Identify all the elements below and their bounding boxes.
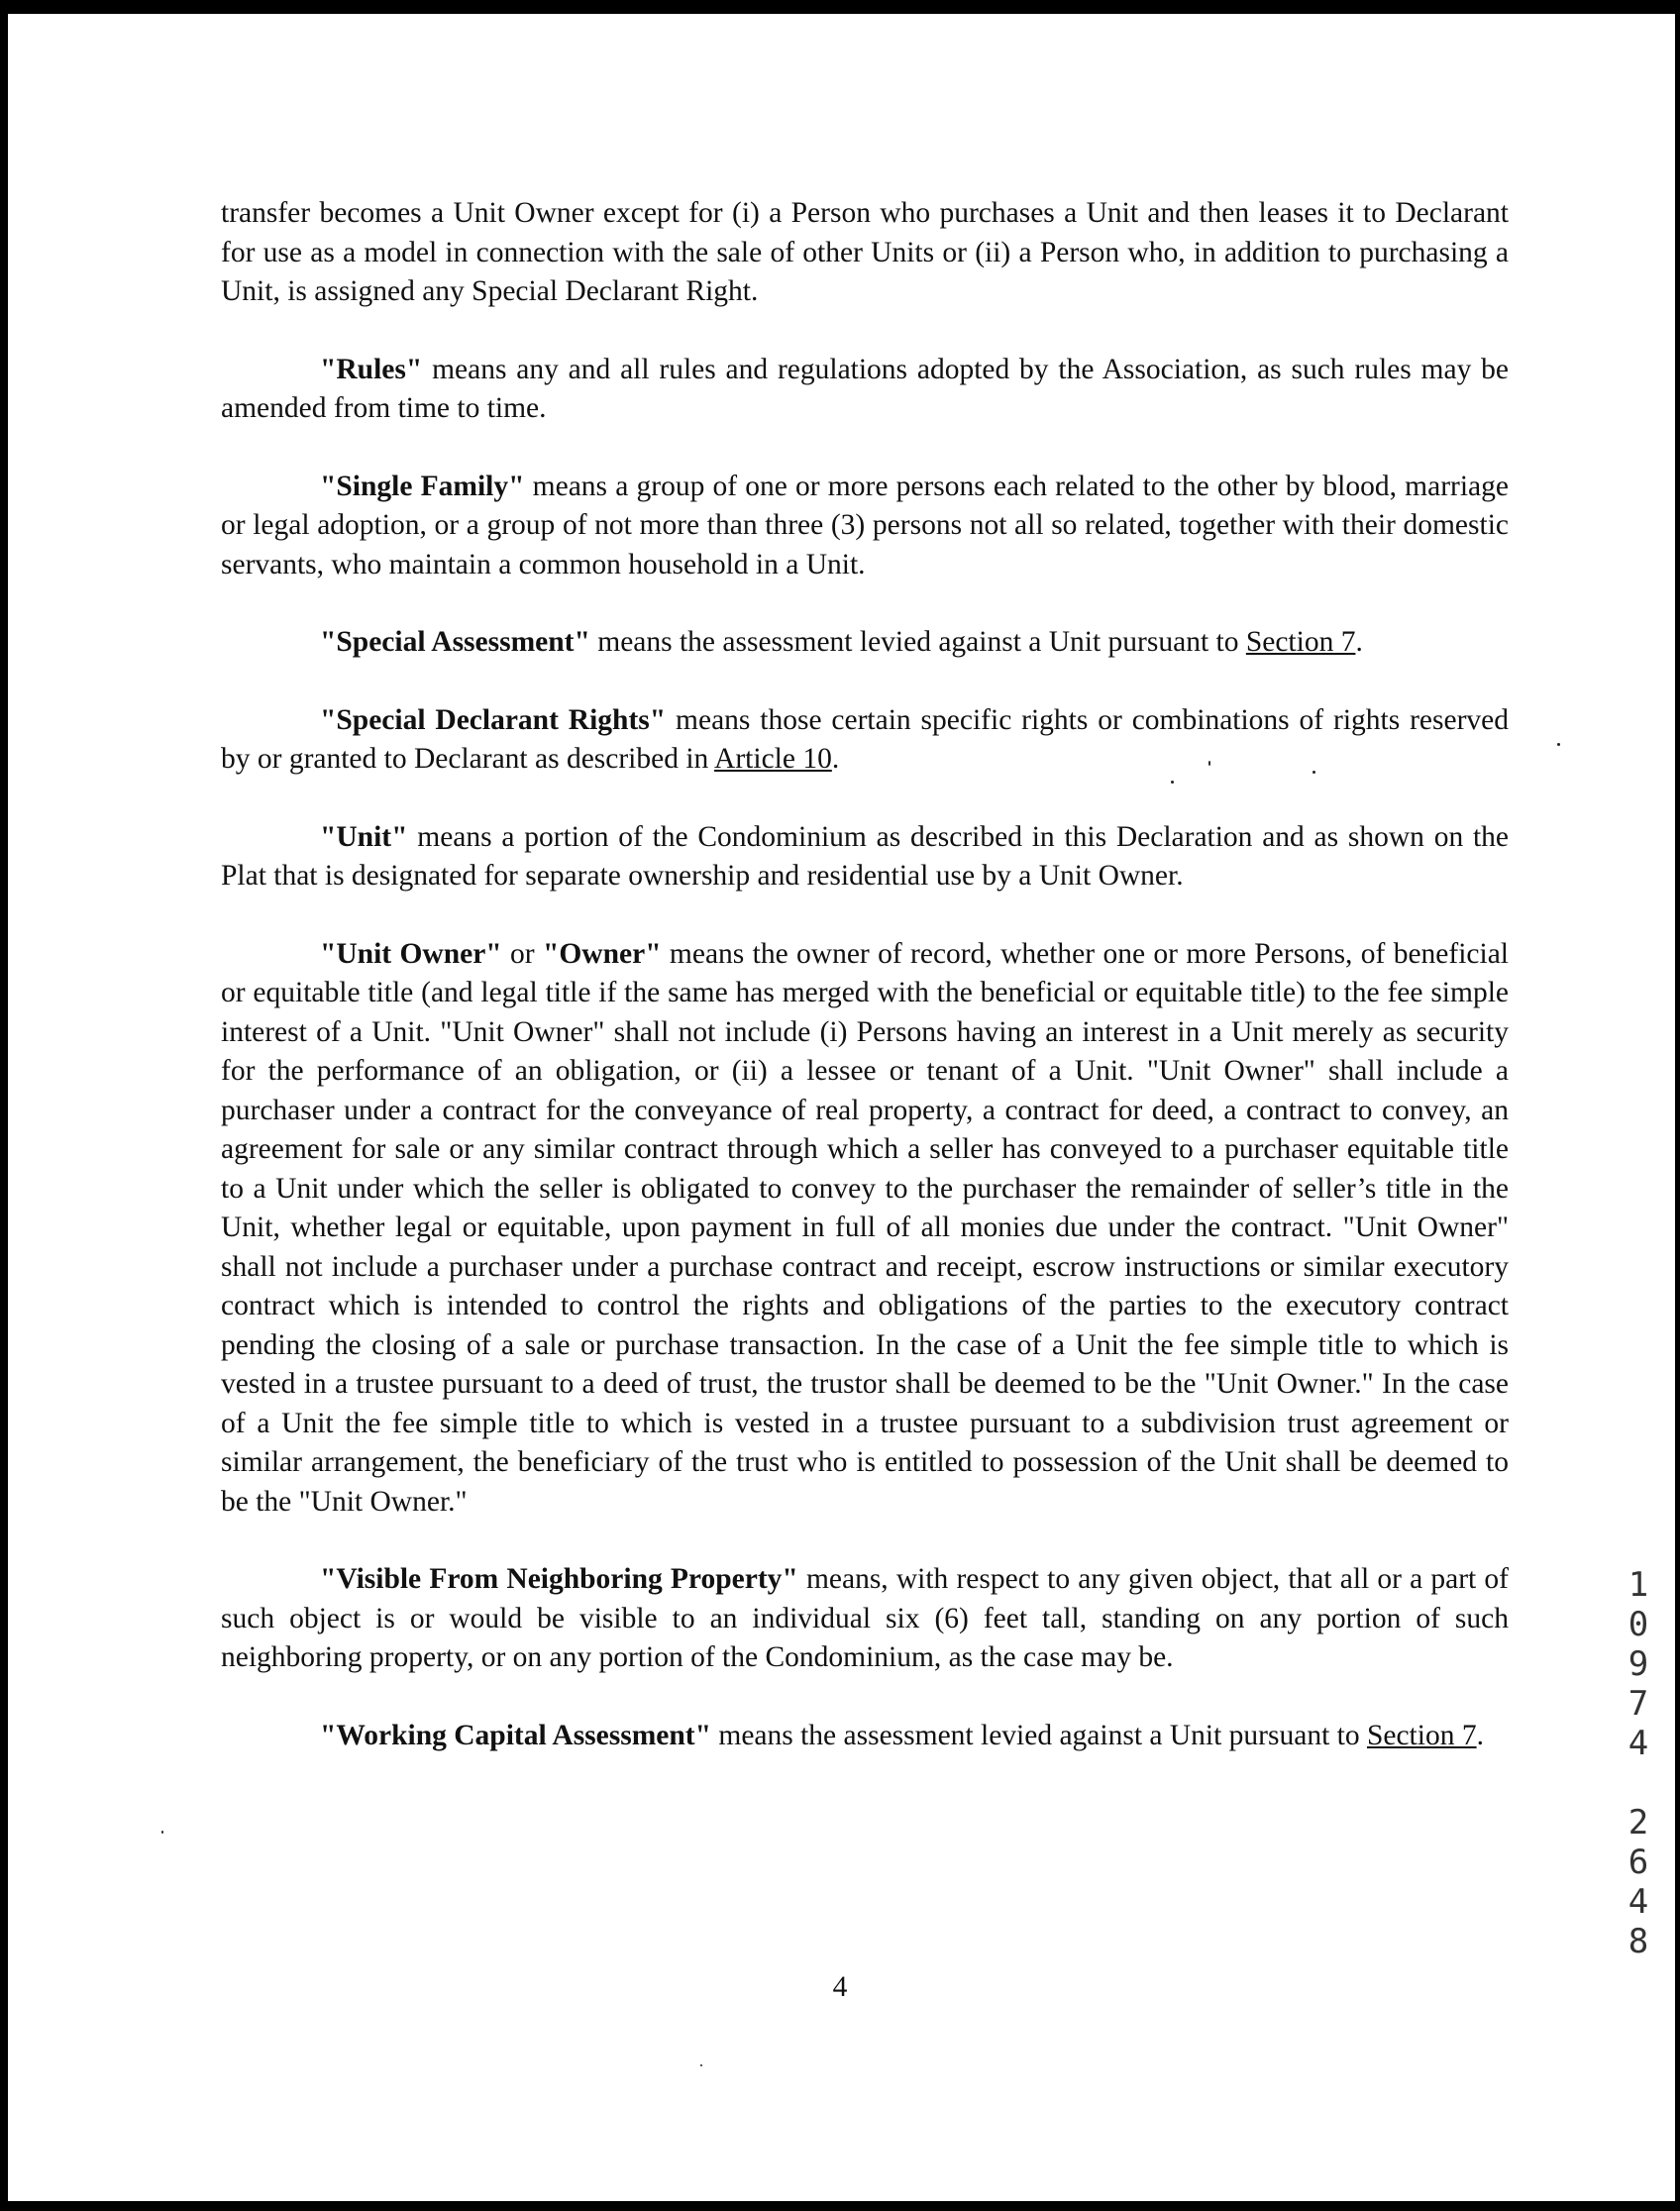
scan-speck <box>700 2064 702 2066</box>
scan-speck <box>1557 743 1560 746</box>
stamp-digit: 0 <box>1628 1605 1649 1644</box>
defined-term: "Unit" <box>320 820 408 853</box>
stamp-digit: 7 <box>1628 1684 1649 1724</box>
scan-speck <box>1312 771 1315 774</box>
definition-text: means a portion of the Condominium as described in this Declaration and as shown on the Plat that is designated for separate ownership and residential use by a Unit Owner. <box>221 820 1509 892</box>
definition-working-capital-assessment <box>221 1717 1509 1756</box>
definition-end: . <box>831 743 840 775</box>
definition-text: means any and all rules and regulations adopted by the Association, as such rules may be amended from time to time. <box>221 353 1509 424</box>
definition-text: means a group of one or more persons each related to the other by blood, marriage or legal adoption, or a group of not more than three (3) persons not all so related, together with their domestic servants, who maintain a common household in a Unit. <box>221 470 1509 580</box>
definition-text: means the owner of record, whether one or more Persons, of beneficial or equitable title (and legal title if the same has merged with the beneficial or equitable title) to the fee simple interest of a Unit. "Unit Owner" shall not include (i) Persons having an interest in a Unit merely as security for the performance of an obligation, or (ii) a lessee or tenant of a Unit. "Unit Owner" shall include a purchaser under a contract for the conveyance of real property, a contract for deed, a contract to convey, an agreement for sale or any similar contract through which a seller has conveyed to a purchaser equitable title to a Unit under which the seller is obligated to convey to the purchaser the remainder of seller’s title in the Unit, whether legal or equitable, upon payment in full of all monies due under the contract. "Unit Owner" shall not include a purchaser under a purchase contract and receipt, escrow instructions or similar executory contract which is intended to control the rights and obligations of the parties to the executory contract pending the closing of a sale or purchase transaction. In the case of a Unit the fee simple title to which is vested in a trustee pursuant to a deed of trust, the trustor shall be deemed to be the "Unit Owner." In the case of a Unit the fee simple title to which is vested in a trustee pursuant to a subdivision trust agreement or similar arrangement, the beneficiary of the trust who is entitled to possession of the Unit shall be deemed to be the "Unit Owner." <box>221 937 1509 1518</box>
defined-term: "Rules" <box>320 353 423 385</box>
scan-speck <box>161 1831 163 1834</box>
definition-end: . <box>1355 626 1363 658</box>
defined-term: "Special Assessment" <box>320 626 590 658</box>
defined-term: "Special Declarant Rights" <box>320 703 667 736</box>
stamp-gap <box>1621 1763 1656 1803</box>
definition-text: means, with respect to any given object, that all or a part of such object is or would be visible to an individual six (6) feet tall, standing on any portion of such neighboring property, or on any portion of the Condominium, as the case may be. <box>221 1563 1509 1673</box>
term-joiner: or <box>501 937 543 970</box>
stamp-digit: 4 <box>1628 1724 1649 1763</box>
paragraph-text: transfer becomes a Unit Owner except for (i) a Person who purchases a Unit and then leases it to Declarant for use as a model in connection with the sale of other Units or (ii) a Person who, in addition to purchasing a Unit, is assigned any Special Declarant Right. <box>221 197 1509 307</box>
page-number: 4 <box>832 1971 848 2003</box>
scan-border-bottom <box>0 2201 1680 2211</box>
defined-term: "Working Capital Assessment" <box>320 1719 711 1751</box>
scan-border-top <box>0 0 1680 14</box>
scan-speck <box>1208 761 1210 766</box>
stamp-digit: 2 <box>1628 1803 1649 1842</box>
defined-term: "Single Family" <box>320 470 525 502</box>
definition-special-assessment <box>221 623 1509 663</box>
recording-number-stamp <box>1621 1565 1656 1961</box>
section-reference: Section 7 <box>1245 626 1356 658</box>
document-body <box>221 194 1509 1794</box>
section-reference: Section 7 <box>1366 1719 1477 1751</box>
stamp-digit: 6 <box>1628 1842 1649 1882</box>
defined-term: "Visible From Neighboring Property" <box>320 1563 798 1595</box>
definition-visible-from-neighboring-property <box>221 1560 1509 1678</box>
definition-unit <box>221 818 1509 896</box>
scan-border-right <box>1675 0 1680 2211</box>
defined-term: "Unit Owner" <box>320 937 502 970</box>
definition-end: . <box>1476 1719 1484 1751</box>
scan-speck <box>1171 781 1174 784</box>
article-reference: Article 10 <box>714 743 832 775</box>
stamp-digit: 4 <box>1628 1882 1649 1922</box>
scan-border-left <box>0 0 8 2211</box>
definition-rules <box>221 351 1509 429</box>
definition-text: means the assessment levied against a Unit pursuant to <box>589 626 1246 658</box>
stamp-digit: 9 <box>1628 1644 1649 1684</box>
definition-text: means the assessment levied against a Unit pursuant to <box>711 1719 1367 1751</box>
stamp-digit: 8 <box>1628 1922 1649 1961</box>
defined-term-alt: "Owner" <box>542 937 662 970</box>
definition-unit-owner <box>221 935 1509 1523</box>
definition-text: means those certain specific rights or combinations of rights reserved by or granted to Declarant as described in <box>221 703 1509 775</box>
stamp-digit: 1 <box>1628 1565 1649 1605</box>
paragraph-continuation <box>221 194 1509 312</box>
definition-single-family <box>221 468 1509 585</box>
definition-special-declarant-rights <box>221 701 1509 780</box>
